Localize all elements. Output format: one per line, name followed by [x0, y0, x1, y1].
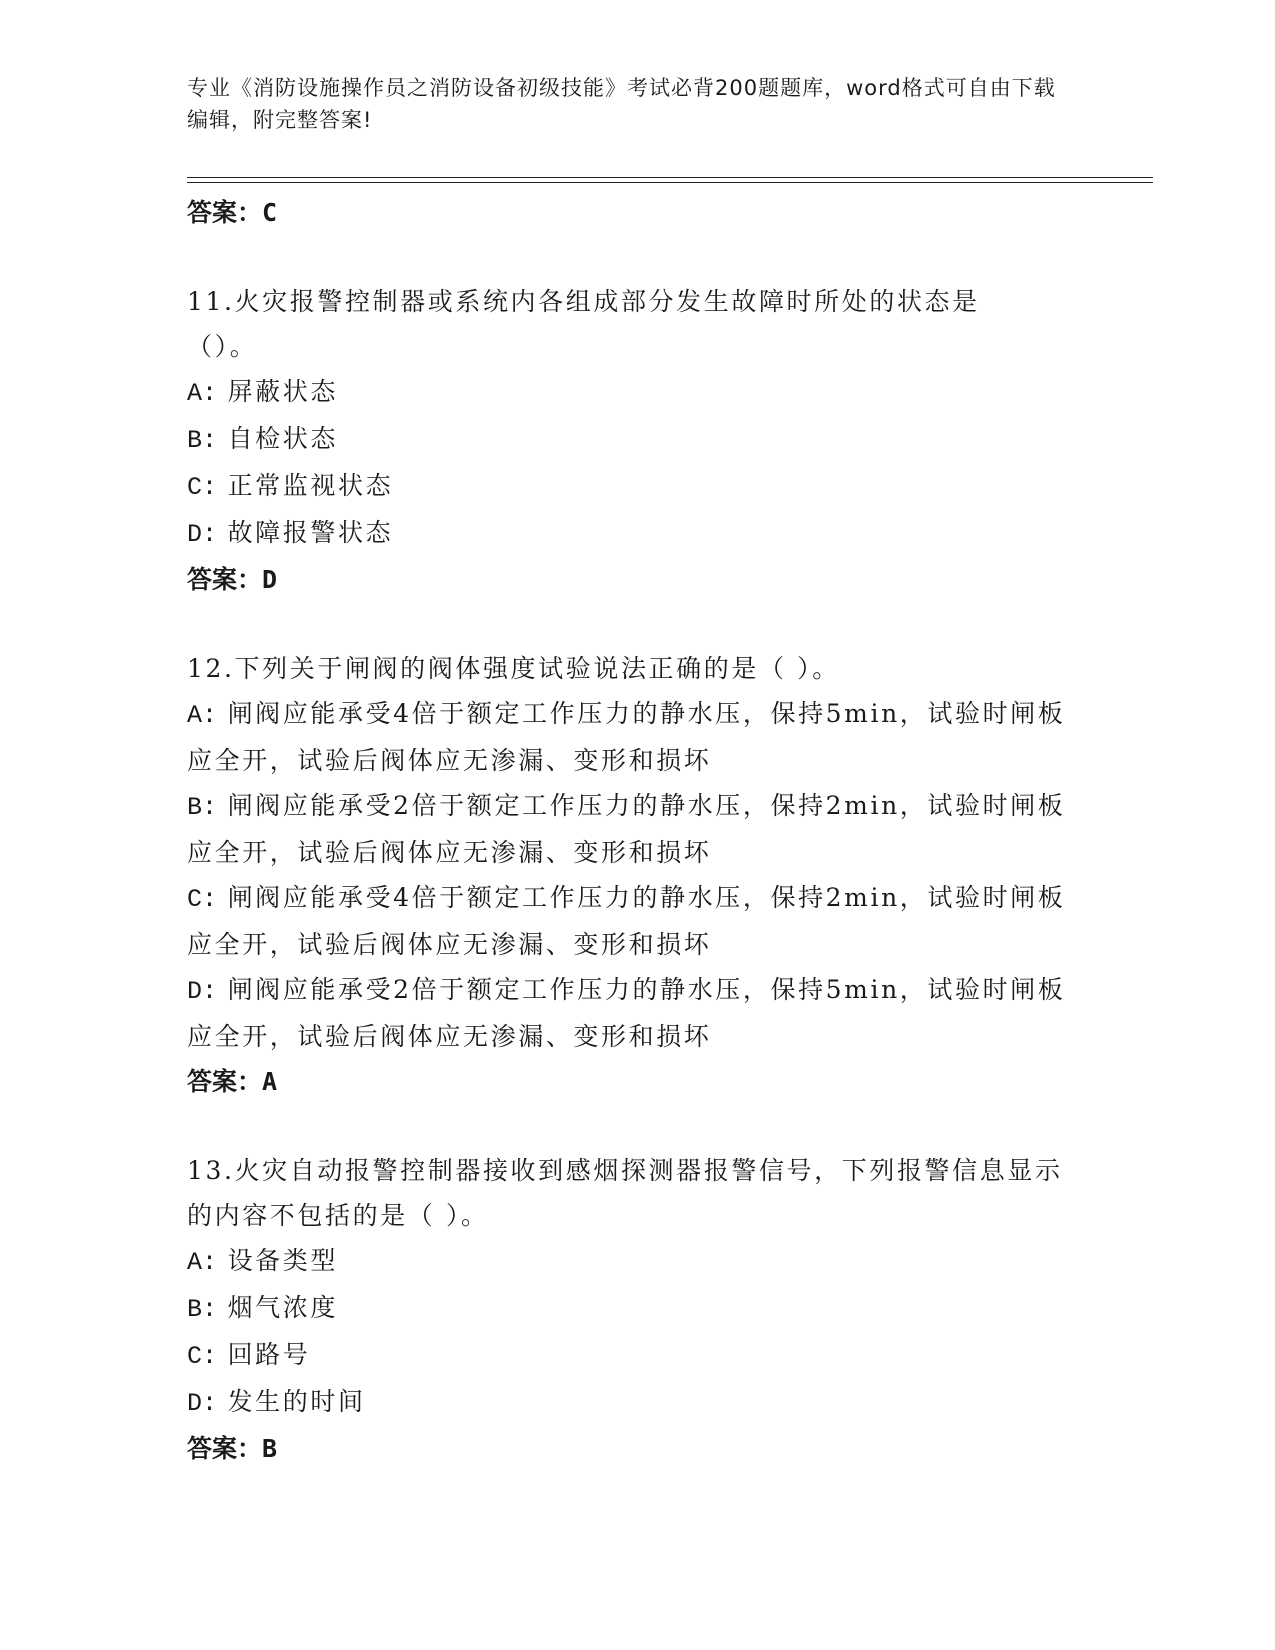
option-text: 发生的时间 [227, 1387, 366, 1416]
answer-label: 答案： [187, 1067, 263, 1096]
answer-value: A [262, 1067, 278, 1096]
previous-answer [187, 190, 1087, 235]
question-13-option-a [187, 1238, 1087, 1285]
question-13: 13.火灾自动报警控制器接收到感烟探测器报警信号，下列报警信息显示的内容不包括的是（ ）。 [187, 1156, 1063, 1230]
option-key: D: [187, 977, 218, 1006]
answer-label: 答案： [187, 198, 263, 227]
header-divider-top [187, 177, 1153, 178]
question-11-option-a [187, 369, 1087, 416]
option-key: A: [187, 701, 218, 730]
question-12-option-d [187, 967, 1067, 1059]
question-12-answer [187, 1059, 1087, 1104]
option-key: D: [187, 1389, 218, 1418]
option-text: 设备类型 [227, 1246, 338, 1275]
option-key: C: [187, 1342, 218, 1371]
question-13-option-d [187, 1379, 1087, 1426]
option-key: C: [187, 885, 218, 914]
option-text: 闸阀应能承受4倍于额定工作压力的静水压，保持2min，试验时闸板应全开，试验后阀体应无渗漏、变形和损坏 [187, 883, 1066, 959]
option-text: 烟气浓度 [227, 1293, 338, 1322]
option-text: 闸阀应能承受2倍于额定工作压力的静水压，保持2min，试验时闸板应全开，试验后阀体应无渗漏、变形和损坏 [187, 791, 1066, 867]
option-text: 屏蔽状态 [227, 377, 338, 406]
option-text: 故障报警状态 [227, 518, 394, 547]
option-text: 自检状态 [227, 424, 338, 453]
option-key: D: [187, 520, 218, 549]
option-key: B: [187, 426, 218, 455]
question-13-option-c [187, 1332, 1087, 1379]
question-11-option-d [187, 510, 1087, 557]
question-11-answer [187, 557, 1087, 602]
question-content [187, 190, 1087, 1471]
question-11-option-b [187, 416, 1087, 463]
document-header: 专业《消防设施操作员之消防设备初级技能》考试必背200题题库，word格式可自由下载编辑，附完整答案! [187, 76, 1056, 132]
answer-value: C [262, 198, 278, 227]
option-text: 闸阀应能承受2倍于额定工作压力的静水压，保持5min，试验时闸板应全开，试验后阀体应无渗漏、变形和损坏 [187, 975, 1066, 1051]
option-key: C: [187, 473, 218, 502]
option-key: B: [187, 793, 218, 822]
question-12: 12.下列关于闸阀的阀体强度试验说法正确的是（ ）。 [187, 654, 840, 683]
question-13-answer [187, 1426, 1087, 1471]
header-divider-bottom [187, 182, 1153, 183]
option-text: 闸阀应能承受4倍于额定工作压力的静水压，保持5min，试验时闸板应全开，试验后阀体应无渗漏、变形和损坏 [187, 699, 1066, 775]
option-key: A: [187, 1248, 218, 1277]
answer-label: 答案： [187, 1434, 263, 1463]
answer-value: B [262, 1434, 278, 1463]
answer-label: 答案： [187, 565, 263, 594]
question-11-option-c [187, 463, 1087, 510]
option-text: 正常监视状态 [227, 471, 394, 500]
question-12-option-a [187, 691, 1067, 783]
answer-value: D [262, 565, 278, 594]
question-12-option-b [187, 783, 1067, 875]
option-text: 回路号 [227, 1340, 311, 1369]
question-12-option-c [187, 875, 1067, 967]
option-key: B: [187, 1295, 218, 1324]
question-11: 11.火灾报警控制器或系统内各组成部分发生故障时所处的状态是（）。 [187, 287, 980, 361]
question-13-option-b [187, 1285, 1087, 1332]
option-key: A: [187, 379, 218, 408]
